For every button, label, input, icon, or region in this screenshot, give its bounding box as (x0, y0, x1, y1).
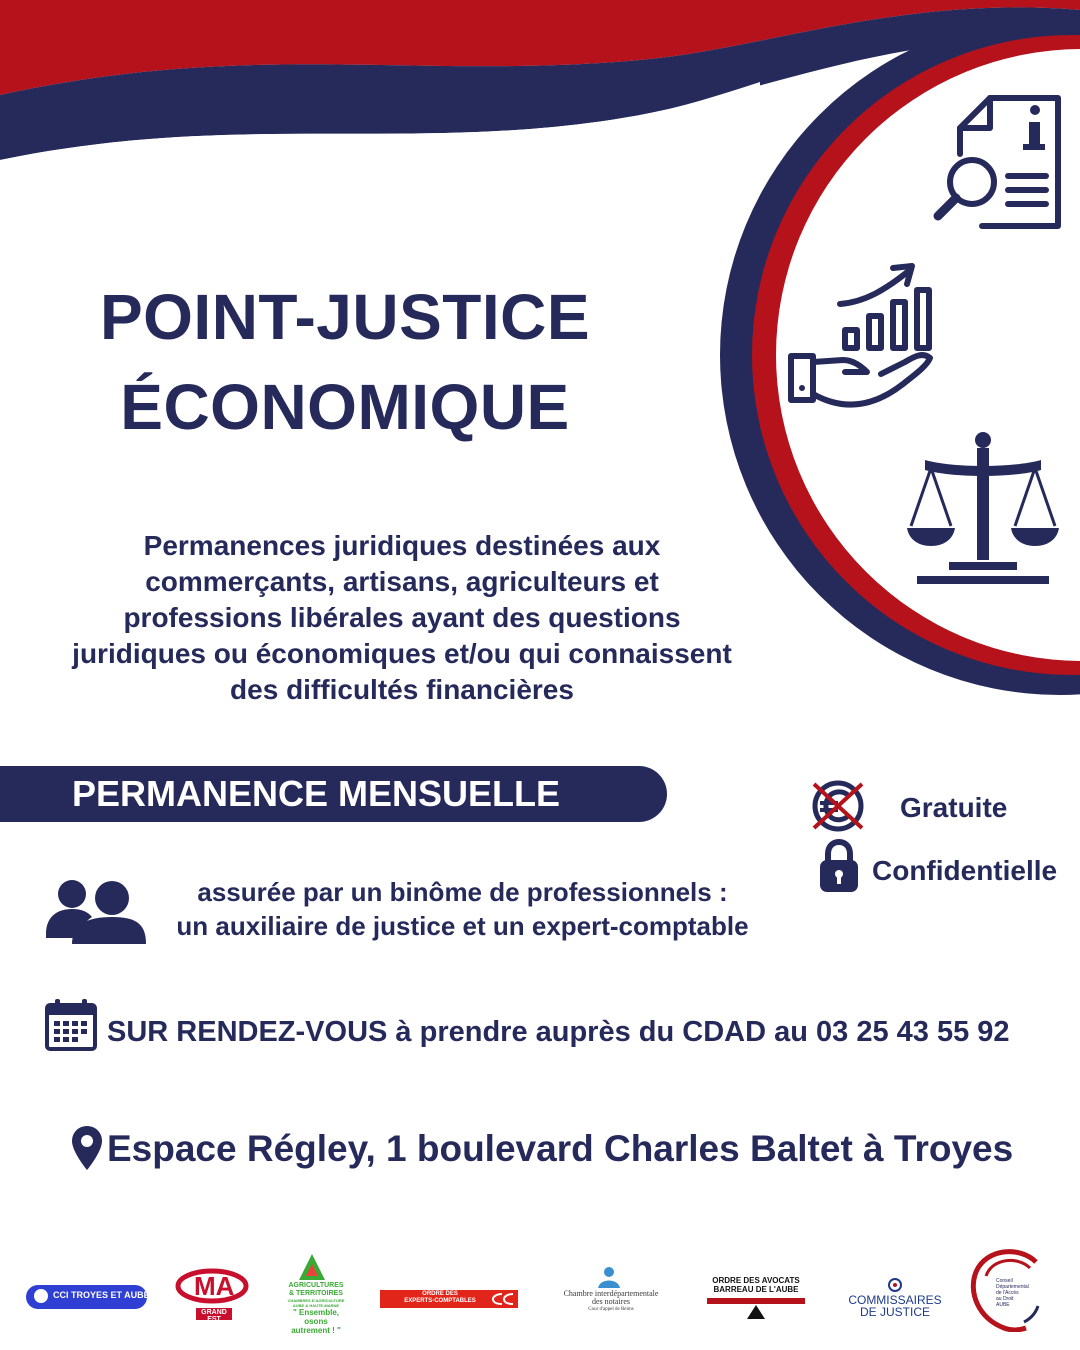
cdad-line-1: Conseil (996, 1278, 1013, 1284)
confidential-label: Confidentielle (872, 855, 1058, 886)
page-title (40, 272, 650, 452)
cdad-text (996, 1278, 1040, 1308)
cci-label: CCI TROYES ET AUBE (53, 1290, 150, 1300)
appointment-text: SUR RENDEZ-VOUS à prendre auprès du CDAD au 03 25 43 55 92 (107, 1016, 1010, 1048)
commissaires-logo (840, 1278, 950, 1324)
avocats-logo (707, 1276, 805, 1322)
description-line-4: juridiques ou économiques et/ou qui connaissent (72, 638, 732, 669)
cma-emblem-icon (174, 1266, 256, 1306)
notaires-logo (550, 1264, 672, 1320)
agri-line-4: AUBE & HAUTE-MARNE (292, 1303, 340, 1308)
cma-sub-label: GRAND EST (201, 1309, 227, 1323)
lock-icon (818, 838, 860, 894)
avocats-text (707, 1276, 805, 1294)
location-pin-icon (70, 1124, 104, 1172)
title-line-2: ÉCONOMIQUE (120, 371, 570, 443)
document-search-icon (930, 92, 1065, 232)
banner-label: PERMANENCE MENSUELLE (72, 773, 561, 814)
notaires-line-3: Cour d'appel de Reims (588, 1307, 634, 1312)
calendar-icon (44, 997, 98, 1053)
free-label: Gratuite (900, 792, 1008, 823)
description (22, 528, 782, 708)
cci-emblem-icon (34, 1289, 48, 1303)
oec-logo (380, 1290, 518, 1308)
cci-logo (26, 1285, 150, 1309)
no-euro-icon (808, 778, 868, 834)
avocats-red-bar (707, 1298, 805, 1304)
avocats-line-2: BARREAU DE L'AUBE (713, 1285, 799, 1294)
cdad-logo (970, 1248, 1042, 1332)
avocats-triangle-icon (747, 1305, 765, 1319)
notaires-emblem-icon (594, 1264, 624, 1290)
users-icon (44, 876, 148, 944)
oec-emblem-icon (490, 1292, 516, 1306)
commissaires-text (840, 1294, 950, 1318)
description-line-1: Permanences juridiques destinées aux (143, 530, 661, 561)
cdad-line-2: Départemental (996, 1284, 1029, 1290)
team-line-1: assurée par un binôme de professionnels : (197, 877, 728, 907)
team-line-2: un auxiliaire de justice et un expert-comptable (176, 911, 749, 941)
oec-line-1: ORDRE DES (422, 1291, 458, 1297)
notaires-line-1: Chambre interdépartementale (563, 1289, 659, 1298)
scales-icon (903, 428, 1063, 588)
description-line-3: professions libérales ayant des questions (123, 602, 681, 633)
commissaires-line-2: DE JUSTICE (859, 1305, 930, 1319)
cma-logo (174, 1266, 256, 1326)
description-line-5: des difficultés financières (230, 674, 574, 705)
avocats-line-1: ORDRE DES AVOCATS (712, 1276, 800, 1285)
agri-emblem-icon (297, 1252, 327, 1282)
commissaires-line-1: COMMISSAIRES (848, 1293, 942, 1307)
agri-slogan-2: osons (304, 1317, 328, 1326)
cdad-line-3: de l'Accès (996, 1290, 1019, 1296)
commissaires-emblem-icon (887, 1278, 903, 1292)
notaires-line-2: des notaires (592, 1297, 630, 1306)
agri-slogan-1: " Ensemble, (292, 1308, 340, 1317)
agri-line-2: & TERRITOIRES (289, 1290, 343, 1297)
oec-line-2: EXPERTS-COMPTABLES (404, 1298, 476, 1304)
agri-line-1: AGRICULTURES (288, 1282, 344, 1289)
oec-text (388, 1291, 492, 1305)
cdad-line-5: AUBE (996, 1302, 1010, 1308)
description-line-2: commerçants, artisans, agriculteurs et (145, 566, 659, 597)
agri-text (283, 1282, 349, 1335)
agri-logo (283, 1252, 349, 1338)
notaires-text (550, 1290, 672, 1314)
cdad-line-4: au Droit (996, 1296, 1014, 1302)
title-line-1: POINT-JUSTICE (99, 281, 591, 353)
growth-hand-icon (785, 262, 940, 412)
agri-slogan-3: autrement ! " (291, 1326, 341, 1335)
svg-text:MA: MA (194, 1271, 235, 1301)
team-description (150, 875, 775, 943)
agri-line-3: CHAMBRES D'AGRICULTURE (287, 1298, 345, 1303)
address-text: Espace Régley, 1 boulevard Charles Baltet à Troyes (107, 1128, 1014, 1169)
